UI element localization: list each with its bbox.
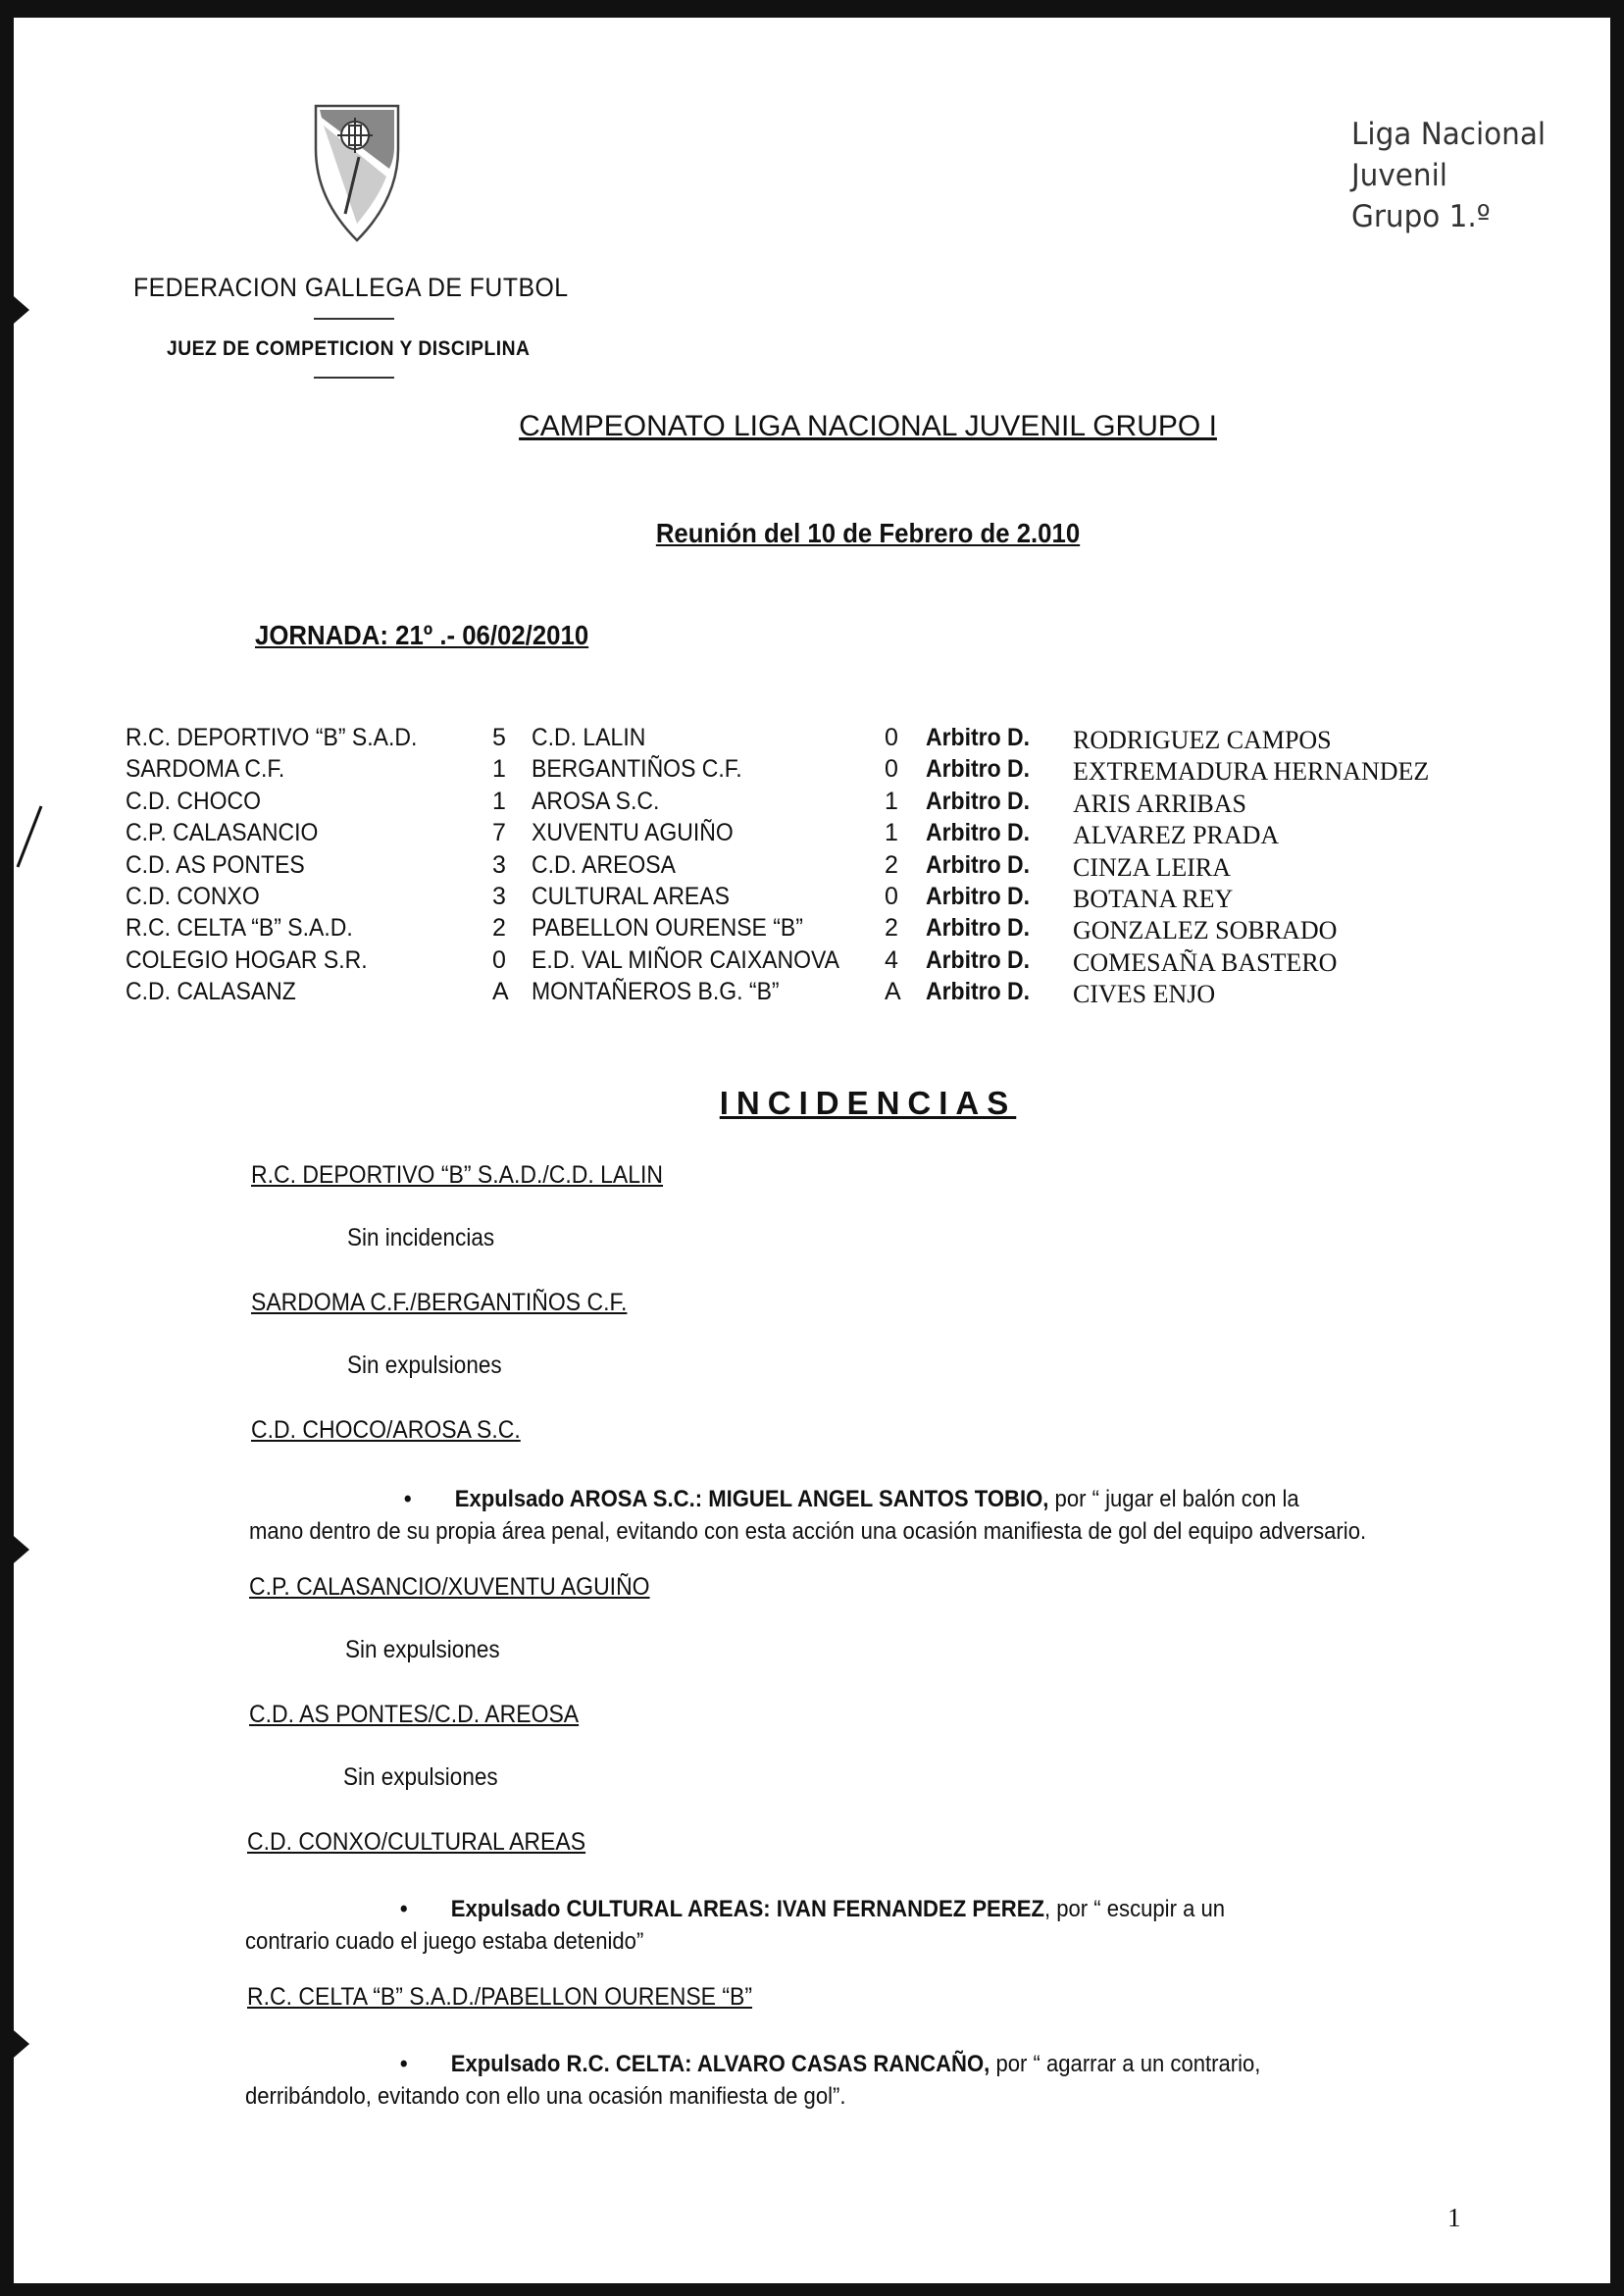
home-score: 1	[492, 787, 506, 815]
away-team: AROSA S.C.	[532, 787, 660, 815]
federation-subtitle: JUEZ DE COMPETICION Y DISCIPLINA	[167, 337, 531, 360]
home-team: R.C. DEPORTIVO “B” S.A.D.	[126, 724, 418, 751]
away-score: 2	[885, 914, 898, 943]
away-score: 0	[885, 755, 898, 784]
expulsion-player: Expulsado CULTURAL AREAS: IVAN FERNANDEZ PEREZ	[450, 1896, 1044, 1922]
incident-note: Sin expulsiones	[347, 1352, 502, 1379]
referee-name: COMESAÑA BASTERO	[1073, 947, 1338, 977]
referee-name: RODRIGUEZ CAMPOS	[1073, 726, 1332, 754]
referee-name: EXTREMADURA HERNANDEZ	[1073, 757, 1430, 787]
incident-match-header: C.D. AS PONTES/C.D. AREOSA	[249, 1701, 580, 1728]
scan-edge-mark	[0, 2018, 29, 2069]
home-team: C.D. AS PONTES	[126, 850, 305, 879]
away-score: 1	[885, 819, 898, 847]
expulsion-reason-cont: contrario cuado el juego estaba detenido”	[245, 1928, 644, 1955]
away-team: C.D. AREOSA	[532, 850, 676, 879]
incident-match-header: C.D. CHOCO/AROSA S.C.	[251, 1416, 521, 1444]
away-team: BERGANTIÑOS C.F.	[532, 755, 742, 784]
referee-name: ARIS ARRIBAS	[1073, 789, 1246, 818]
away-team: CULTURAL AREAS	[532, 882, 730, 910]
scan-edge-stroke	[10, 802, 49, 871]
away-score: 1	[885, 787, 898, 815]
away-score: A	[885, 978, 901, 1006]
incident-match-header: R.C. CELTA “B” S.A.D./PABELLON OURENSE “B”	[247, 1983, 753, 2011]
expulsion-entry	[249, 1483, 1422, 1548]
referee-label: Arbitro D.	[926, 755, 1031, 784]
divider	[314, 318, 394, 320]
expulsion-reason: , por “ escupir a un	[1043, 1896, 1226, 1922]
page-number: 1	[1447, 2203, 1461, 2232]
away-score: 2	[885, 850, 898, 879]
league-stamp-line: Juvenil	[1351, 158, 1447, 193]
home-team: C.D. CONXO	[126, 882, 260, 910]
referee-label: Arbitro D.	[926, 978, 1031, 1006]
home-score: 1	[492, 755, 506, 784]
league-stamp	[1351, 114, 1546, 237]
away-team: MONTAÑEROS B.G. “B”	[532, 978, 780, 1006]
home-team: R.C. CELTA “B” S.A.D.	[126, 914, 353, 943]
referee-label: Arbitro D.	[926, 882, 1031, 910]
home-score: 3	[492, 850, 506, 879]
expulsion-reason-cont: derribándolo, evitando con ello una ocasión manifiesta de gol”.	[245, 2083, 846, 2110]
referee-label: Arbitro D.	[926, 850, 1031, 879]
bullet-icon: •	[399, 1896, 408, 1922]
home-team: SARDOMA C.F.	[126, 755, 285, 784]
away-score: 0	[885, 882, 898, 910]
federation-crest-logo	[308, 98, 406, 245]
home-score: 3	[492, 882, 506, 910]
away-team: E.D. VAL MIÑOR CAIXANOVA	[532, 945, 839, 974]
bullet-icon: •	[403, 1486, 412, 1512]
referee-name: CIVES ENJO	[1073, 980, 1216, 1009]
home-score: 0	[492, 945, 506, 974]
home-score: 5	[492, 724, 506, 751]
referee-label: Arbitro D.	[926, 724, 1031, 751]
home-team: C.D. CALASANZ	[126, 978, 296, 1006]
league-stamp-line: Liga Nacional	[1351, 117, 1547, 152]
meeting-date: Reunión del 10 de Febrero de 2.010	[655, 518, 1081, 548]
away-score: 4	[885, 945, 898, 974]
bullet-icon: •	[399, 2051, 408, 2077]
home-score: 7	[492, 819, 506, 847]
expulsion-reason-cont: mano dentro de su propia área penal, evitando con esta acción una ocasión manifiesta de gol del equipo adversario.	[249, 1518, 1367, 1545]
home-score: 2	[492, 914, 506, 943]
scan-edge-mark	[0, 284, 29, 335]
divider	[314, 377, 394, 379]
referee-label: Arbitro D.	[926, 945, 1031, 974]
incident-match-header: R.C. DEPORTIVO “B” S.A.D./C.D. LALIN	[251, 1161, 664, 1189]
incident-match-header: C.D. CONXO/CULTURAL AREAS	[247, 1828, 586, 1856]
referee-name: CINZA LEIRA	[1073, 852, 1232, 882]
incident-note: Sin incidencias	[347, 1224, 495, 1251]
referee-name: GONZALEZ SOBRADO	[1073, 916, 1338, 945]
incident-match-header: SARDOMA C.F./BERGANTIÑOS C.F.	[251, 1289, 628, 1316]
referee-name: ALVAREZ PRADA	[1073, 821, 1280, 850]
expulsion-reason: por “ agarrar a un contrario,	[990, 2051, 1261, 2077]
home-team: C.P. CALASANCIO	[126, 819, 319, 847]
referee-label: Arbitro D.	[926, 819, 1031, 847]
away-team: PABELLON OURENSE “B”	[532, 914, 803, 943]
home-team: COLEGIO HOGAR S.R.	[126, 945, 368, 974]
away-score: 0	[885, 724, 898, 751]
home-team: C.D. CHOCO	[126, 787, 261, 815]
expulsion-player: Expulsado AROSA S.C.: MIGUEL ANGEL SANTOS TOBIO,	[454, 1486, 1049, 1512]
expulsion-entry	[245, 1893, 1418, 1958]
home-score: A	[492, 978, 509, 1006]
referee-label: Arbitro D.	[926, 787, 1031, 815]
document-title: CAMPEONATO LIGA NACIONAL JUVENIL GRUPO I	[519, 410, 1217, 442]
expulsion-entry	[245, 2048, 1418, 2113]
league-stamp-line: Grupo 1.º	[1351, 199, 1491, 234]
expulsion-reason: por “ jugar el balón con la	[1048, 1486, 1299, 1512]
incident-note: Sin expulsiones	[345, 1636, 500, 1663]
scan-edge-mark	[0, 1524, 29, 1575]
incident-match-header: C.P. CALASANCIO/XUVENTU AGUIÑO	[249, 1573, 650, 1601]
federation-name: FEDERACION GALLEGA DE FUTBOL	[133, 273, 569, 302]
incident-note: Sin expulsiones	[343, 1763, 498, 1791]
away-team: C.D. LALIN	[532, 724, 646, 751]
jornada-heading: JORNADA: 21º .- 06/02/2010	[255, 620, 589, 650]
away-team: XUVENTU AGUIÑO	[532, 819, 734, 847]
referee-label: Arbitro D.	[926, 914, 1031, 943]
referee-name: BOTANA REY	[1073, 884, 1234, 913]
document-page	[14, 18, 1610, 2283]
expulsion-player: Expulsado R.C. CELTA: ALVARO CASAS RANCAÑO,	[450, 2051, 990, 2077]
incidencias-heading: INCIDENCIAS	[719, 1085, 1017, 1121]
